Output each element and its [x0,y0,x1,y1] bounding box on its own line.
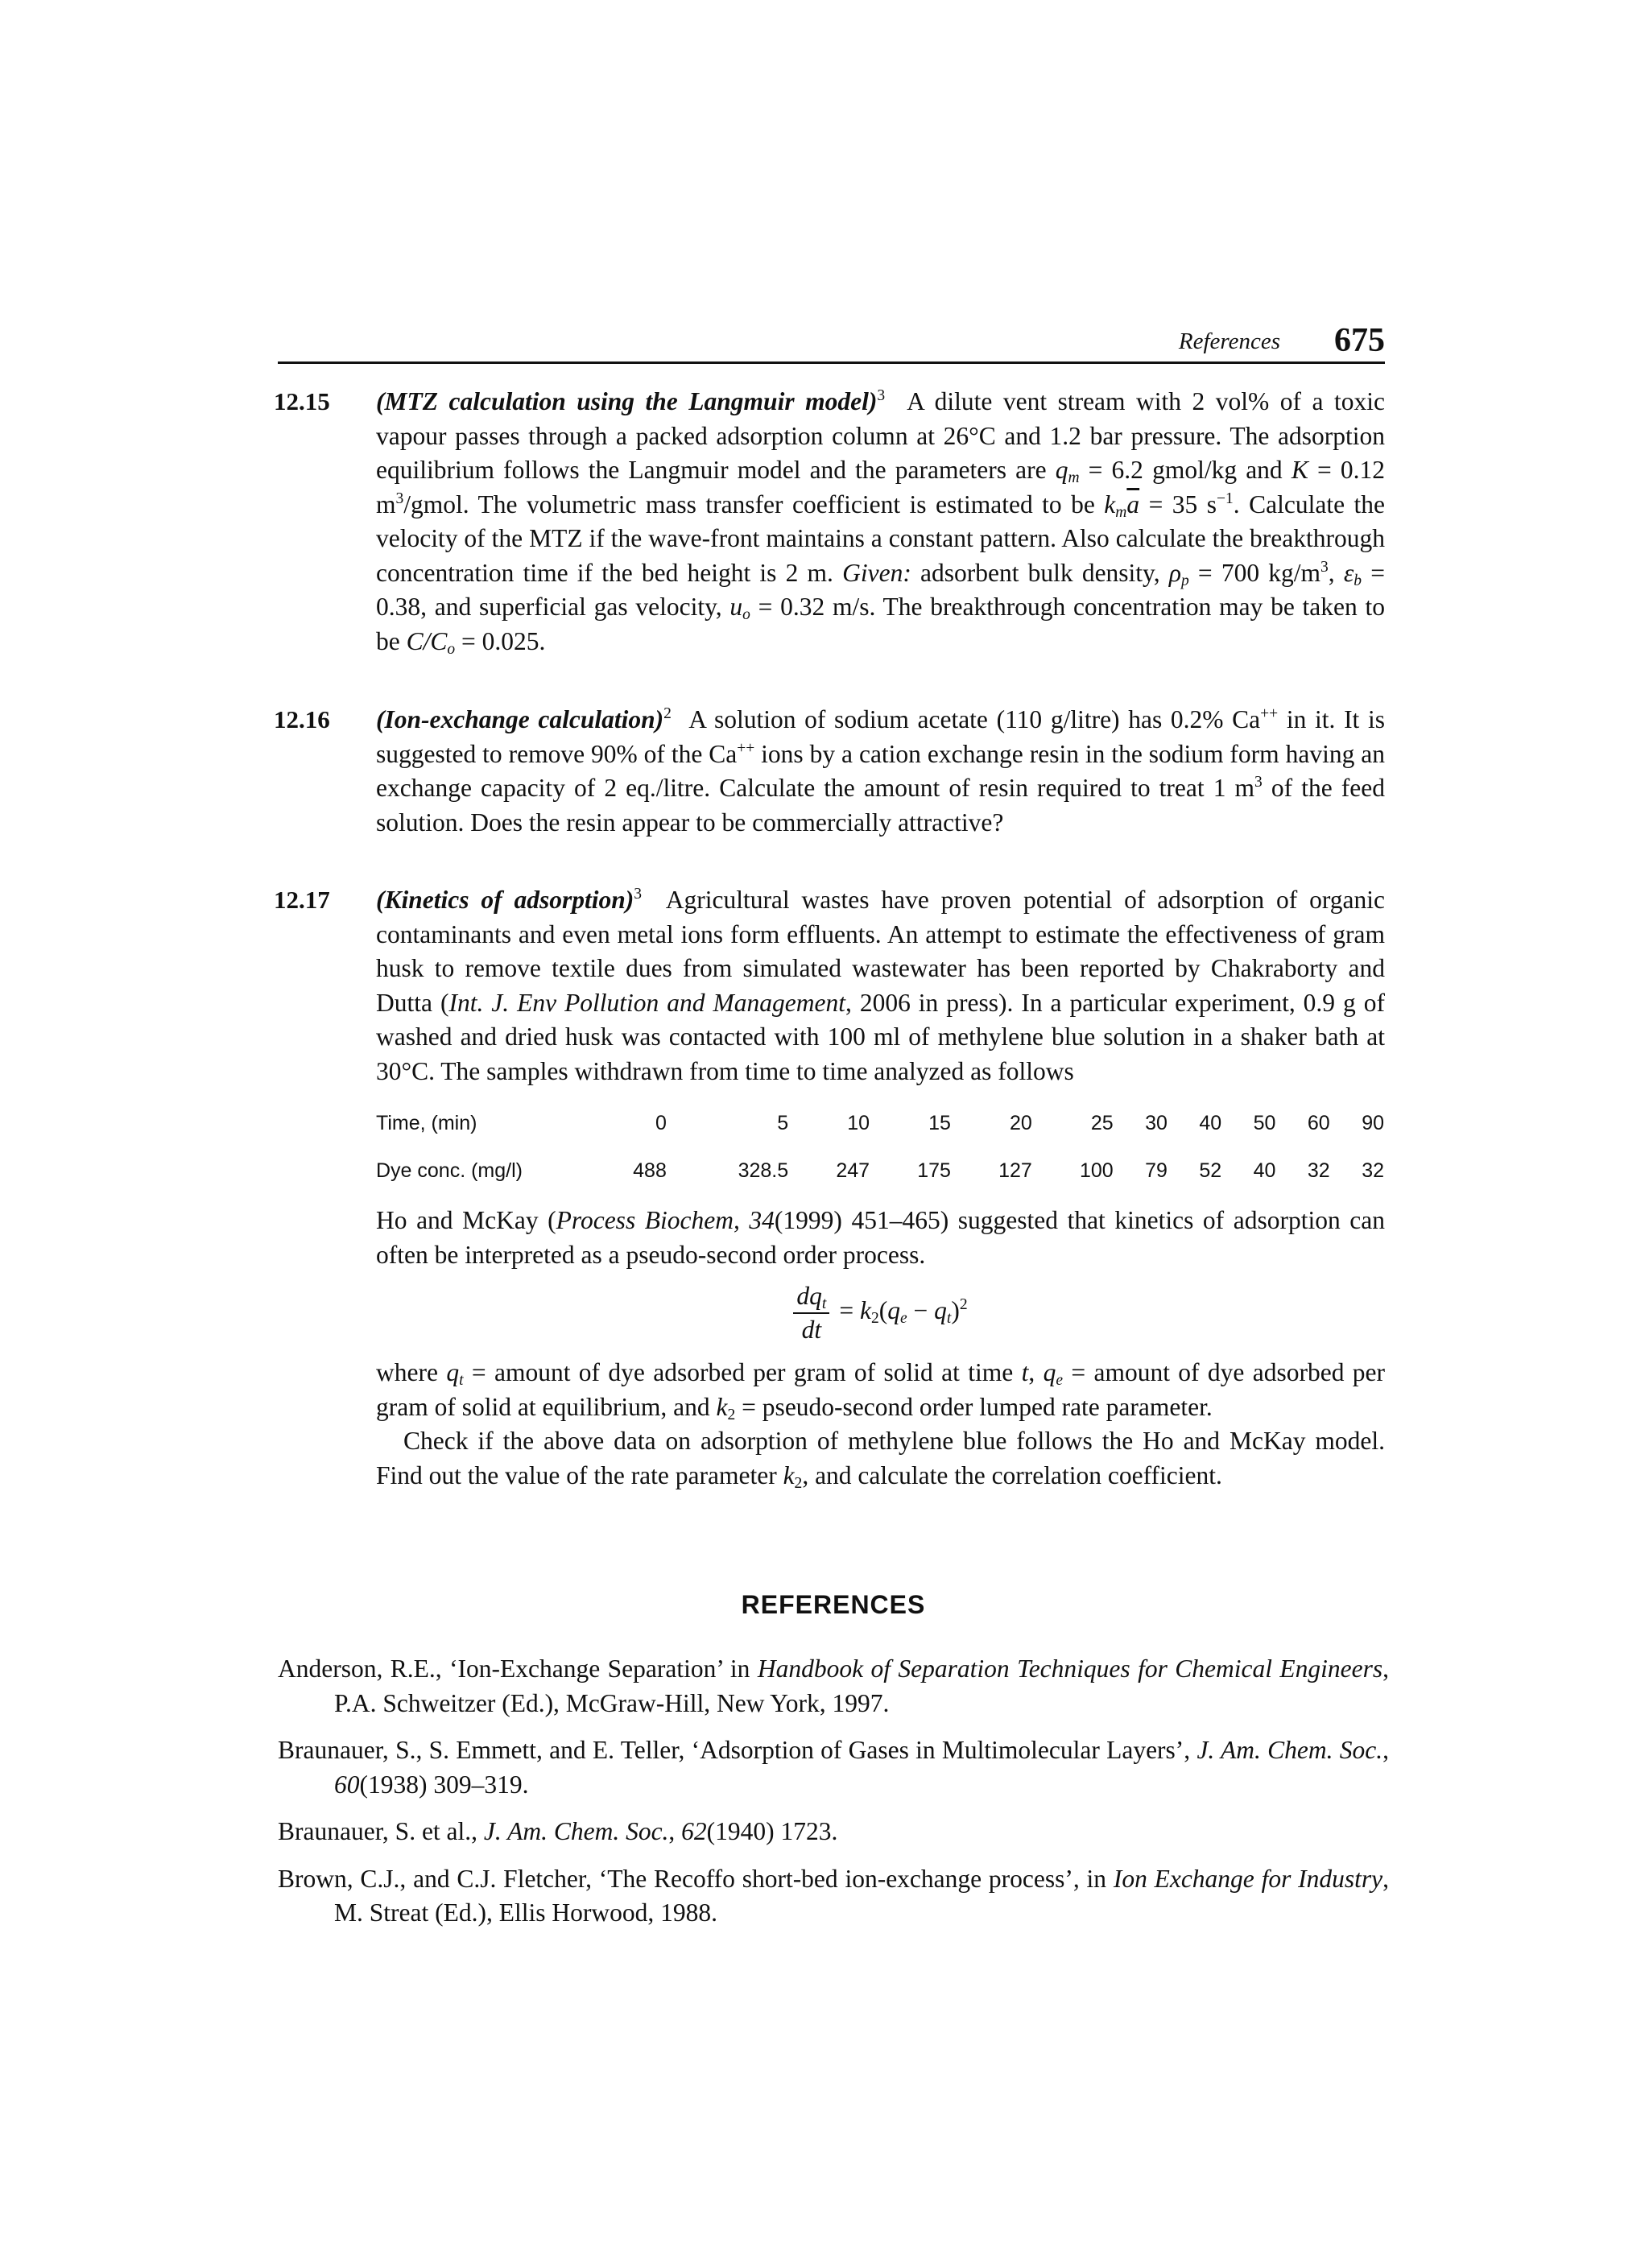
table-cell: 79 [1145,1159,1168,1182]
kinetics-data-table [376,1100,1384,1194]
problem-text: (MTZ calculation using the Langmuir model)$^3$ A dilute vent stream with 2 vol% of a toxic vapour passes through a packed adsorption column at 26°C and 1.2 bar pressure. The adsorption equilibrium follows the Langmuir model and the parameters are $q_m = 6.2$ gmol/kg and K = 0.12 $m^3$/gmol. The volumetric mass transfer coefficient is estimated to be $k_m\overline{a} = 35$ $s^{-1}$. Calculate the velocity of the MTZ if the wave-front maintains a constant pattern. Also calculate the breakthrough concentration time if the bed height is 2 m. Given: adsorbent bulk density, $\rho_p = 700$ $kg/m^3$, $\varepsilon_b = 0.38$, and superficial gas velocity, $u_o = 0.32$ m/s. The breakthrough concentration may be taken to be $C/C_o = 0.025$. [376,386,1385,658]
problem-12-17 [274,883,1385,1493]
table-cell: 25 [1090,1112,1114,1134]
table-cell: 10 [847,1112,870,1134]
problem-text: (Ion-exchange calculation)$^2$ A solution of sodium acetate (110 g/litre) has 0.2% Ca++ in it. It is suggested to remove 90% of the Ca++ ions by a cation exchange resin in the sodium form having an exchange capacity of 2 eq./litre. Calculate the amount of resin required to treat 1 $m^3$ of the feed solution. Does the resin appear to be commercially attractive? [376,704,1385,837]
table-cell: 52 [1199,1159,1222,1182]
reference-item: Anderson, R.E., ‘Ion-Exchange Separation’ in Handbook of Separation Techniques for Chemical Engineers, P.A. Schweitzer (Ed.), McGraw-Hill, New York, 1997. [278,1655,1389,1717]
table-cell: 175 [917,1159,951,1182]
table-cell: 247 [836,1159,870,1182]
problem-text: (Kinetics of adsorption)$^3$ Agricultural wastes have proven potential of adsorption of organic contaminants and even metal ions form effluents. An attempt to estimate the effectiveness of gram husk to remove textile dues from simulated wastewater has been reported by Chakraborty and Dutta (Int. J. Env Pollution and Management, 2006 in press). In a particular experiment, 0.9 g of washed and dried husk was contacted with 100 ml of methylene blue solution in a shaker bath at 30°C. The samples withdrawn from time to time analyzed as follows Time, (min) 0 5 10 15 20 25 30 40 50 60 90 Dye conc. (mg/l) 488 328.5 247 175 127 100 79 52 40 32 32 Ho and McKay (Process Biochem, 34(1999) 451–465) suggested that kinetics of adsorption can often be interpreted as a pseudo-second order process. $\frac{dq_t}{dt}$ = $k_2(q_e - q_t)^2$ where $q_t$ = amount of dye adsorbed per gram of solid at time t, $q_e$ = amount of dye adsorbed per gram of solid at equilibrium, and $k_2$ = pseudo-second order lumped rate parameter. Check if the above data on adsorption of methylene blue follows the Ho and McKay model. Find out the value of the rate parameter $k_2$, and calculate the correlation coefficient. [376,885,1386,1492]
table-cell: 40 [1199,1112,1222,1134]
problem-number: 12.17 [274,886,330,914]
table-cell: 15 [928,1112,951,1134]
reference-item: Braunauer, S. et al., J. Am. Chem. Soc., 62(1940) 1723. [278,1817,838,1845]
references-list [278,1652,1389,1944]
table-cell: 20 [1009,1112,1032,1134]
table-cell: 40 [1253,1159,1276,1182]
table-row-time [376,1100,1384,1147]
table-cell: 32 [1362,1159,1384,1182]
references-heading: REFERENCES [741,1590,926,1619]
table-cell: 32 [1307,1159,1330,1182]
table-cell: 90 [1362,1112,1384,1134]
problem-title: (MTZ calculation using the Langmuir model) [376,387,878,415]
table-cell: 100 [1079,1159,1114,1182]
running-head [278,318,1385,364]
reference-item: Braunauer, S., S. Emmett, and E. Teller, ‘Adsorption of Gases in Multimolecular Layers’, J. Am. Chem. Soc., 60(1938) 309–319. [278,1736,1389,1799]
table-cell: 5 [777,1112,789,1134]
table-cell: 488 [633,1159,667,1182]
running-head-section: References [1178,328,1280,354]
problem-number: 12.15 [274,387,330,415]
reference-item: Brown, C.J., and C.J. Fletcher, ‘The Recoffo short-bed ion-exchange process’, in Ion Exchange for Industry, M. Streat (Ed.), Ellis Horwood, 1988. [278,1864,1389,1927]
derivative-fraction: $\frac{dq_t}{dt}$ [793,1280,829,1346]
table-row-dye-conc [376,1147,1384,1195]
problem-title: (Kinetics of adsorption) [376,886,634,914]
table-cell: 60 [1307,1112,1330,1134]
table-cell: 0 [655,1112,667,1134]
table-cell: 50 [1253,1112,1276,1134]
page-number: 675 [1334,322,1385,359]
table-cell: 328.5 [738,1159,789,1182]
problem-number: 12.16 [274,705,330,733]
problem-12-16 [274,703,1385,840]
row-label: Time, (min) [376,1112,477,1134]
row-label: Dye conc. (mg/l) [376,1159,523,1182]
table-cell: 30 [1145,1112,1168,1134]
rate-equation: $\frac{dq_t}{dt}$ = $k_2(q_e - q_t)^2$ [376,1280,1385,1346]
table-cell: 127 [998,1159,1032,1182]
problem-12-15 [274,385,1385,659]
problem-title: (Ion-exchange calculation) [376,705,664,733]
